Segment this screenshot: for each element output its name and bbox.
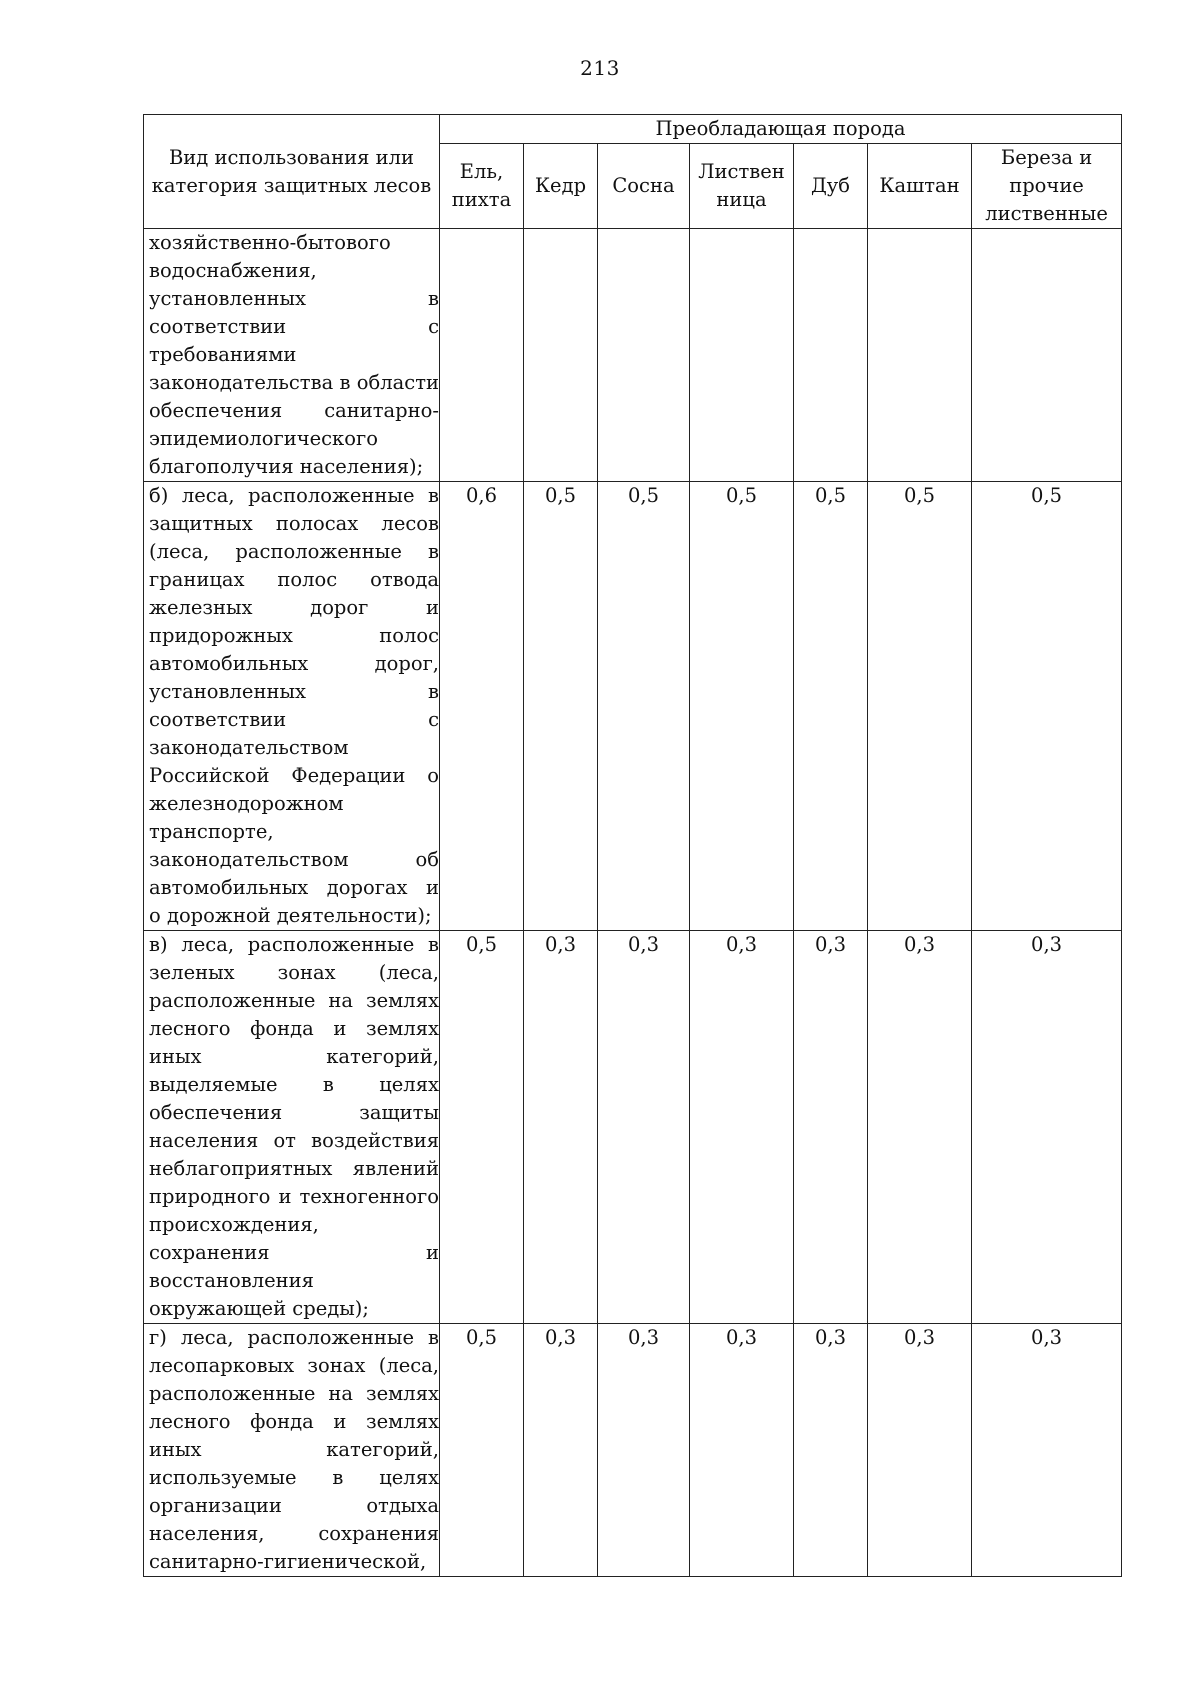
coefficient-cell: 0,5 — [972, 482, 1122, 931]
header-species-birch-other: Береза и прочие лиственные — [972, 144, 1122, 229]
usage-category-line: населения от воздействия — [149, 1129, 439, 1152]
coefficient-cell: 0,3 — [524, 1324, 598, 1577]
usage-category-line: лесного фонда и землях — [149, 1410, 439, 1433]
usage-category-line: благополучия населения); — [149, 455, 424, 478]
usage-category-line: установленных в — [149, 680, 439, 703]
coefficient-cell: 0,3 — [972, 931, 1122, 1324]
coefficient-cell: 0,5 — [868, 482, 972, 931]
usage-category-line: законодательством об — [149, 848, 439, 871]
coefficient-cell: 0,3 — [972, 1324, 1122, 1577]
usage-category-line: железных дорог и — [149, 596, 439, 619]
usage-category-line: зеленых зонах (леса, — [149, 961, 439, 984]
usage-category-cell — [144, 482, 440, 931]
header-species-chestnut: Каштан — [868, 144, 972, 229]
usage-category-line: придорожных полос — [149, 624, 439, 647]
usage-category-line: г) леса, расположенные в — [149, 1326, 439, 1349]
coefficient-cell — [440, 229, 524, 482]
coefficient-cell: 0,5 — [794, 482, 868, 931]
usage-category-cell — [144, 1324, 440, 1577]
coefficient-cell: 0,3 — [598, 1324, 690, 1577]
coefficient-cell: 0,5 — [524, 482, 598, 931]
usage-category-line: выделяемые в целях — [149, 1073, 439, 1096]
usage-category-line: б) леса, расположенные в — [149, 484, 439, 507]
usage-category-line: автомобильных дорогах и — [149, 876, 439, 899]
usage-category-cell — [144, 229, 440, 482]
usage-category-line: обеспечения защиты — [149, 1101, 439, 1124]
usage-category-line: в) леса, расположенные в — [149, 933, 439, 956]
coefficient-cell: 0,3 — [794, 1324, 868, 1577]
coefficient-cell — [524, 229, 598, 482]
usage-category-line: соответствии с — [149, 708, 439, 731]
header-species-spruce-fir: Ель, пихта — [440, 144, 524, 229]
usage-category-line: происхождения, — [149, 1213, 319, 1236]
coefficient-cell: 0,3 — [598, 931, 690, 1324]
usage-category-line: железнодорожном — [149, 792, 344, 815]
norms-table — [143, 114, 1122, 1577]
usage-category-line: расположенные на землях — [149, 989, 439, 1012]
usage-category-line: законодательством — [149, 736, 349, 759]
usage-category-line: законодательства в области — [149, 371, 439, 394]
coefficient-cell — [868, 229, 972, 482]
header-species-group: Преобладающая порода — [440, 115, 1122, 144]
usage-category-line: Российской Федерации о — [149, 764, 439, 787]
coefficient-cell: 0,3 — [690, 931, 794, 1324]
header-species-cedar: Кедр — [524, 144, 598, 229]
coefficient-cell: 0,3 — [794, 931, 868, 1324]
coefficient-cell: 0,6 — [440, 482, 524, 931]
usage-category-line: иных категорий, — [149, 1045, 439, 1068]
usage-category-line: окружающей среды); — [149, 1297, 369, 1320]
usage-category-line: лесопарковых зонах (леса, — [149, 1354, 439, 1377]
usage-category-line: природного и техногенного — [149, 1185, 439, 1208]
header-species-pine: Сосна — [598, 144, 690, 229]
usage-category-line: водоснабжения, — [149, 259, 317, 282]
usage-category-line: организации отдыха — [149, 1494, 439, 1517]
usage-category-line: восстановления — [149, 1269, 314, 1292]
header-usage-column: Вид использования или категория защитных лесов — [144, 115, 440, 229]
coefficient-cell: 0,3 — [868, 931, 972, 1324]
usage-category-line: неблагоприятных явлений — [149, 1157, 439, 1180]
usage-category-line: иных категорий, — [149, 1438, 439, 1461]
coefficient-cell — [690, 229, 794, 482]
usage-category-line: соответствии с — [149, 315, 439, 338]
header-species-larch: Листвен ница — [690, 144, 794, 229]
usage-category-line: хозяйственно-бытового — [149, 231, 391, 254]
coefficient-cell: 0,5 — [598, 482, 690, 931]
table-row — [144, 229, 1122, 482]
page-number: 213 — [580, 56, 620, 80]
usage-category-line: границах полос отвода — [149, 568, 439, 591]
usage-category-line: расположенные на землях — [149, 1382, 439, 1405]
usage-category-line: транспорте, — [149, 820, 274, 843]
usage-category-cell — [144, 931, 440, 1324]
usage-category-line: автомобильных дорог, — [149, 652, 439, 675]
coefficient-cell — [972, 229, 1122, 482]
coefficient-cell: 0,5 — [690, 482, 794, 931]
usage-category-line: лесного фонда и землях — [149, 1017, 439, 1040]
usage-category-line: о дорожной деятельности); — [149, 904, 432, 927]
coefficient-cell: 0,5 — [440, 931, 524, 1324]
usage-category-line: используемые в целях — [149, 1466, 439, 1489]
coefficient-cell: 0,3 — [690, 1324, 794, 1577]
usage-category-line: населения, сохранения — [149, 1522, 439, 1545]
coefficient-cell — [794, 229, 868, 482]
coefficient-cell — [598, 229, 690, 482]
header-species-oak: Дуб — [794, 144, 868, 229]
coefficient-cell: 0,3 — [524, 931, 598, 1324]
table-row — [144, 931, 1122, 1324]
usage-category-line: санитарно-гигиенической, — [149, 1550, 427, 1573]
usage-category-line: требованиями — [149, 343, 297, 366]
usage-category-line: обеспечения санитарно- — [149, 399, 439, 422]
usage-category-line: эпидемиологического — [149, 427, 378, 450]
usage-category-line: установленных в — [149, 287, 439, 310]
coefficient-cell: 0,5 — [440, 1324, 524, 1577]
usage-category-line: защитных полосах лесов — [149, 512, 439, 535]
coefficient-cell: 0,3 — [868, 1324, 972, 1577]
usage-category-line: сохранения и — [149, 1241, 439, 1264]
usage-category-line: (леса, расположенные в — [149, 540, 439, 563]
table-row — [144, 482, 1122, 931]
table-row — [144, 1324, 1122, 1577]
